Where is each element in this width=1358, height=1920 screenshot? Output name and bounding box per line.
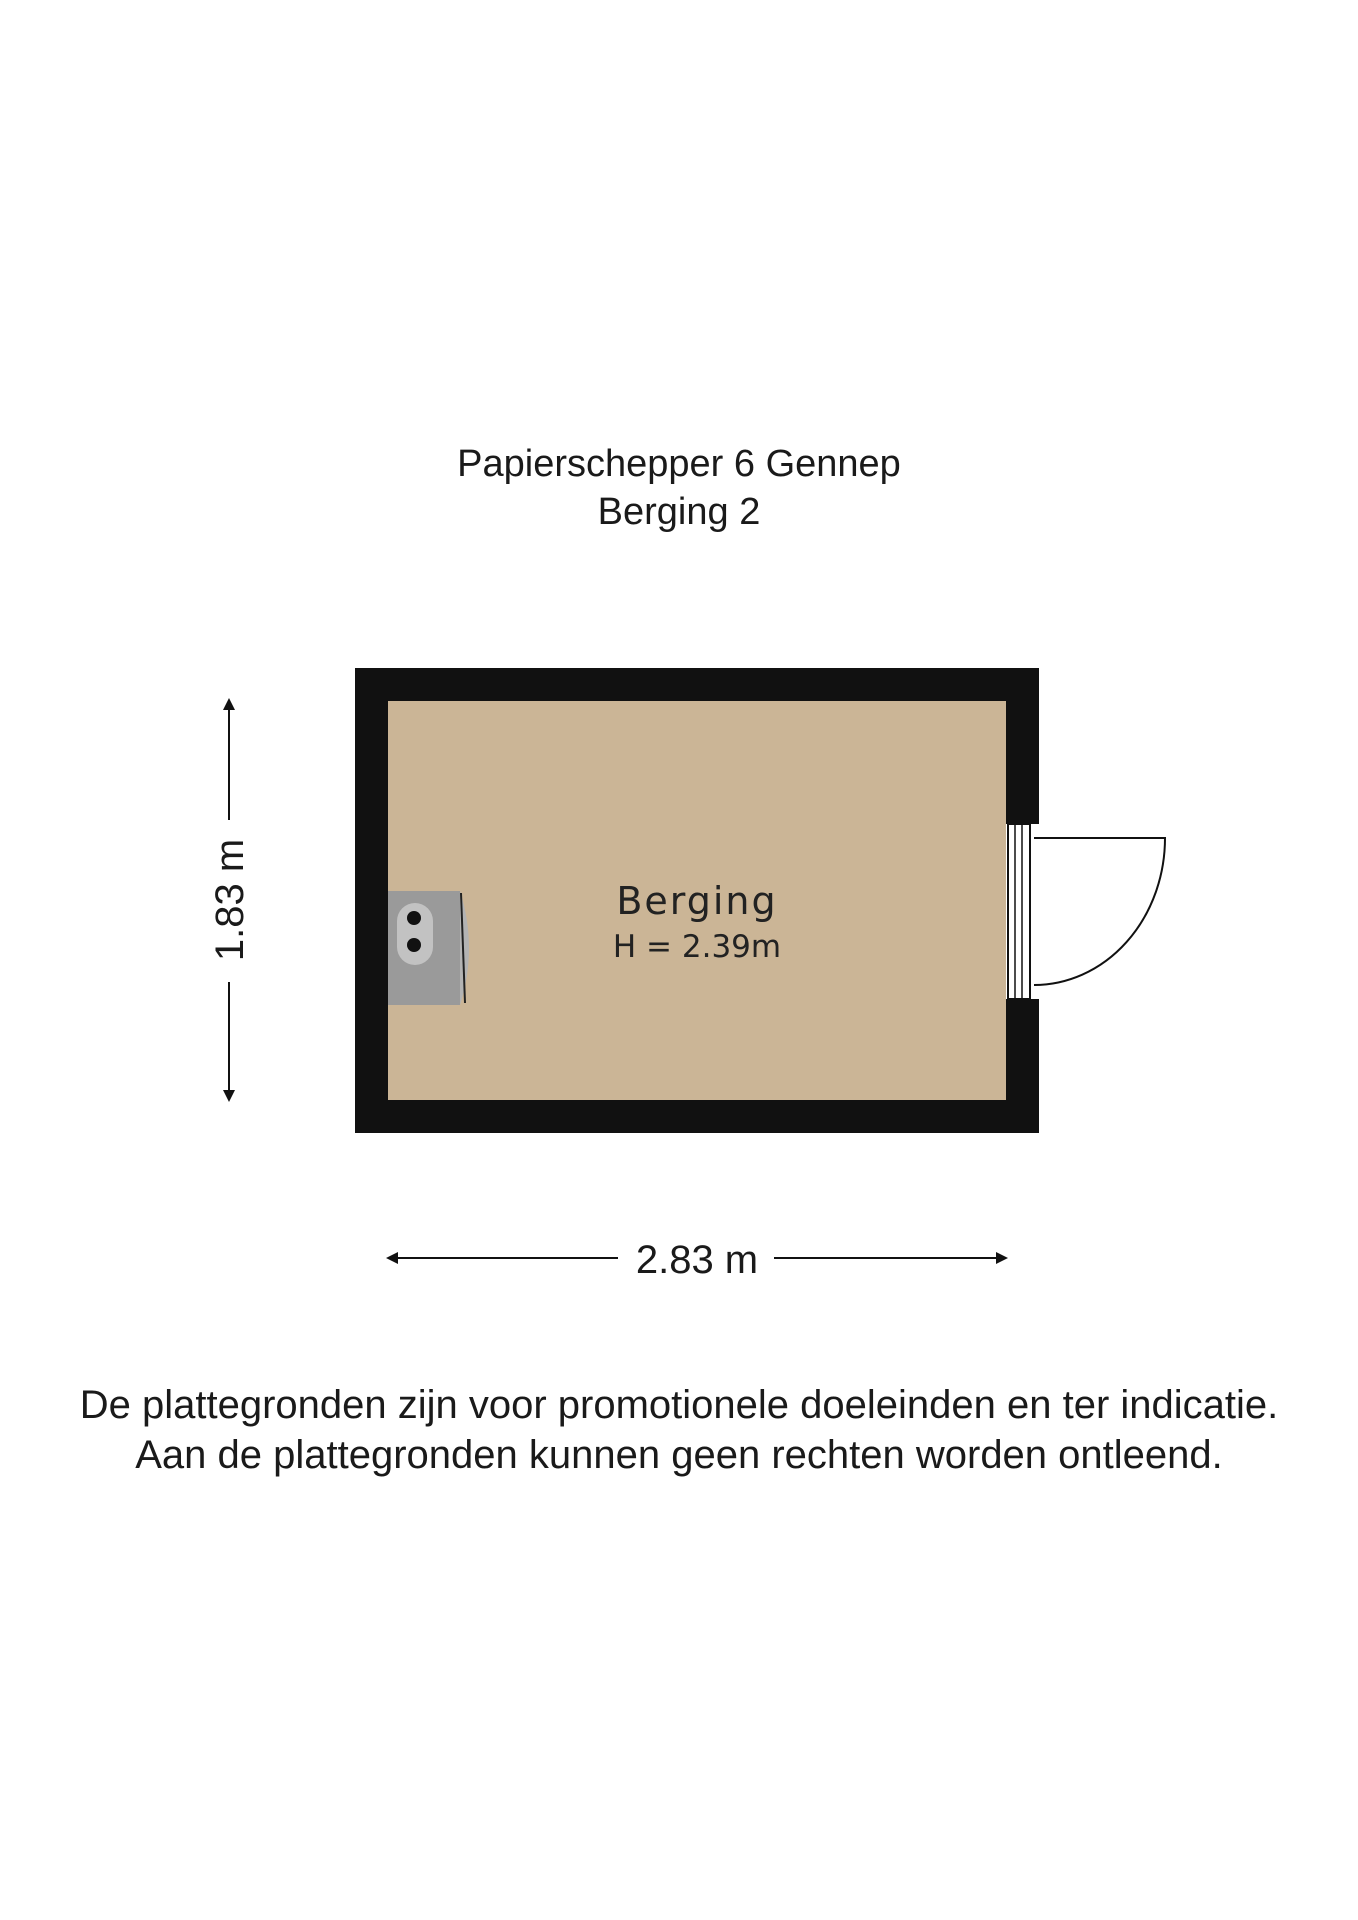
disclaimer-line-1: De plattegronden zijn voor promotionele doeleinden en ter indicatie.	[79, 1383, 1279, 1427]
water-meter-icon	[388, 891, 469, 1005]
address-title: Papierschepper 6 Gennep	[457, 443, 901, 485]
height-dimension	[208, 700, 252, 1100]
disclaimer	[0, 1380, 1358, 1480]
width-dimension	[388, 1238, 1006, 1282]
room-name-label: Berging	[616, 879, 778, 923]
disclaimer-line-2: Aan de plattegronden kunnen geen rechten worden ontleend.	[135, 1433, 1223, 1477]
width-dimension-label: 2.83 m	[635, 1238, 759, 1282]
room-height-label: H = 2.39m	[612, 929, 782, 965]
height-dimension-label: 1.83 m	[208, 838, 252, 962]
door-swing-icon	[1034, 838, 1165, 985]
door	[1006, 824, 1165, 999]
plan-subtitle: Berging 2	[597, 491, 761, 533]
